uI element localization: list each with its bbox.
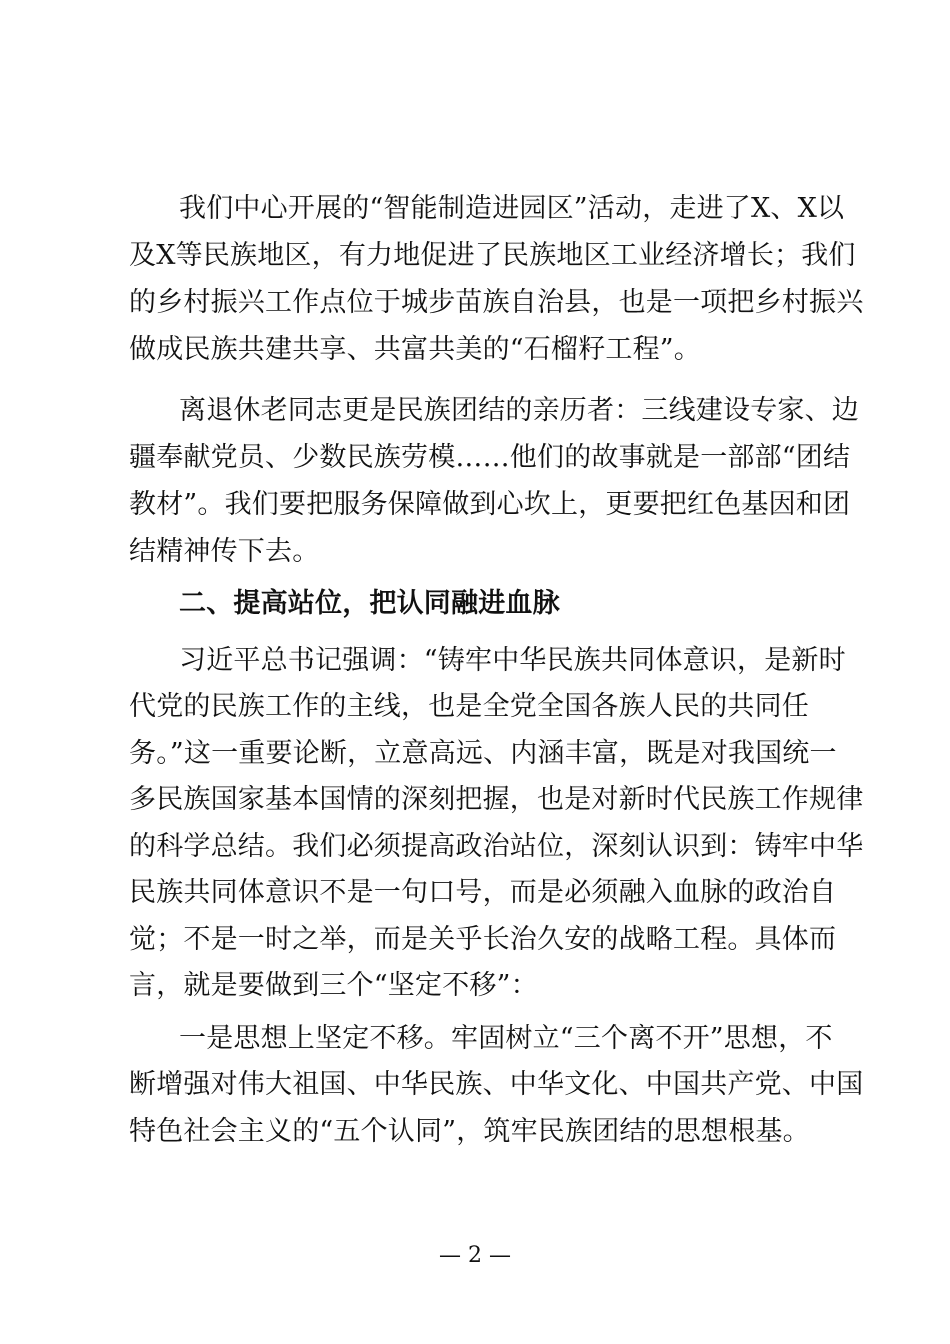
paragraph-line: 务。”这一重要论断，立意高远、内涵丰富，既是对我国统一 [129,738,837,769]
paragraph-line: 疆奉献党员、少数民族劳模……他们的故事就是一部部“团结 [129,442,851,473]
paragraph-line: 结精神传下去。 [129,536,320,567]
paragraph-line: 言，就是要做到三个“坚定不移”： [129,970,538,1001]
paragraph-line: 的科学总结。我们必须提高政治站位，深刻认识到：铸牢中华 [129,831,864,862]
paragraph-line: 特色社会主义的“五个认同”，筑牢民族团结的思想根基。 [129,1116,810,1147]
paragraph-line: 教材”。我们要把服务保障做到心坎上，更要把红色基因和团 [129,489,851,520]
paragraph-line: 断增强对伟大祖国、中华民族、中华文化、中国共产党、中国 [129,1069,864,1100]
paragraph-line: 及X等民族地区，有力地促进了民族地区工业经济增长；我们 [129,240,856,271]
page-number: — 2 — [439,1243,511,1268]
paragraph-line: 我们中心开展的“智能制造进园区”活动，走进了X、X以 [179,193,845,224]
paragraph-line: 的乡村振兴工作点位于城步苗族自治县，也是一项把乡村振兴 [129,287,864,318]
paragraph-line: 觉；不是一时之举，而是关乎长治久安的战略工程。具体而 [129,924,837,955]
paragraph-line: 做成民族共建共享、共富共美的“石榴籽工程”。 [129,334,702,365]
paragraph-line: 多民族国家基本国情的深刻把握，也是对新时代民族工作规律 [129,784,864,815]
paragraph-line: 离退休老同志更是民族团结的亲历者：三线建设专家、边 [179,395,859,426]
paragraph-line: 习近平总书记强调：“铸牢中华民族共同体意识，是新时 [179,645,846,676]
paragraph-line: 一是思想上坚定不移。牢固树立“三个离不开”思想，不 [179,1023,833,1054]
section-heading: 二、提高站位，把认同融进血脉 [179,588,560,619]
paragraph-line: 民族共同体意识不是一句口号，而是必须融入血脉的政治自 [129,877,837,908]
paragraph-line: 代党的民族工作的主线，也是全党全国各族人民的共同任 [129,691,809,722]
